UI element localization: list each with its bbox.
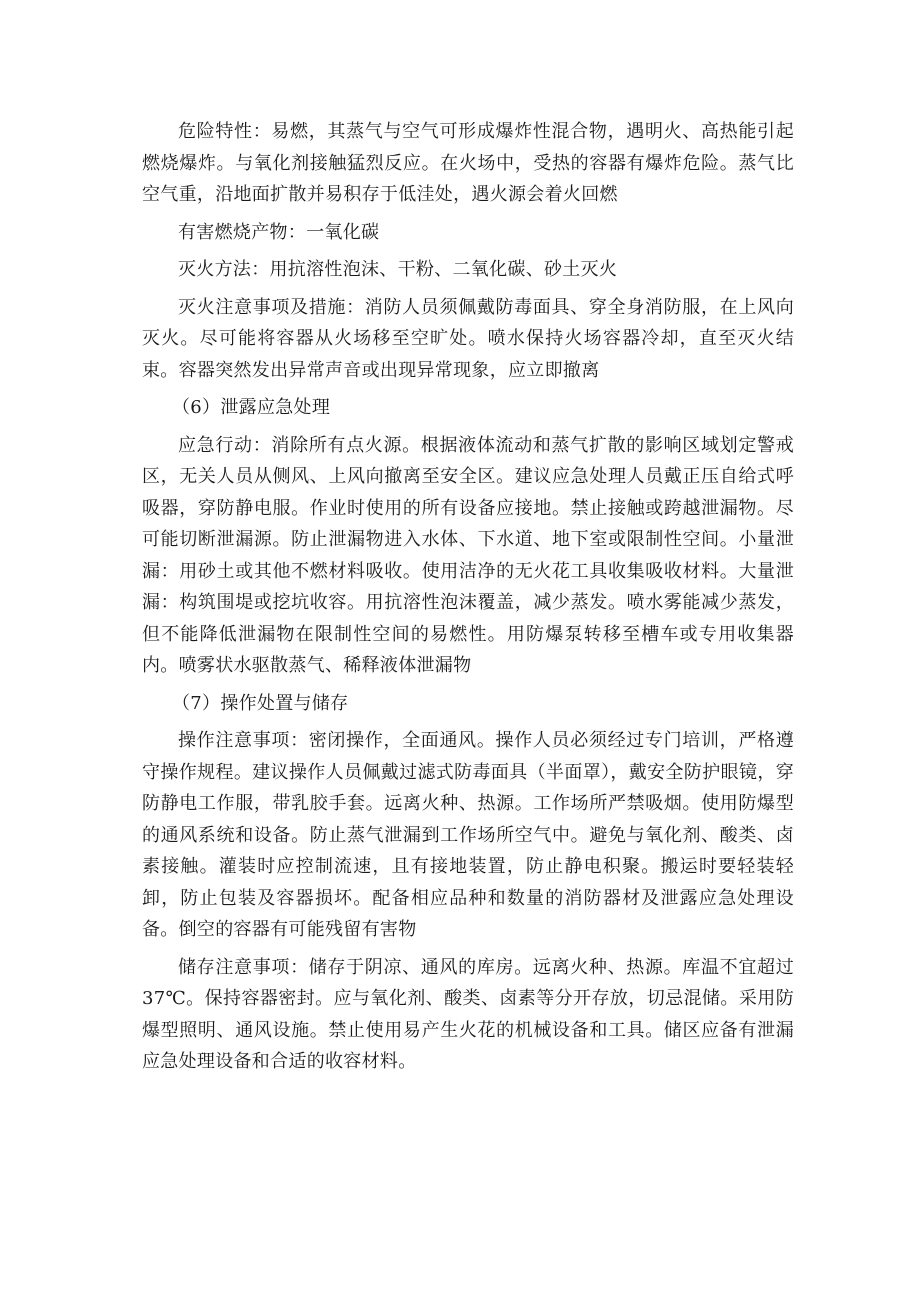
section-heading-handling-storage: （7）操作处置与储存	[172, 692, 349, 714]
document-body	[142, 116, 794, 1084]
paragraph-emergency-action: 应急行动：消除所有点火源。根据液体流动和蒸气扩散的影响区域划定警戒区，无关人员从侧风、上风向撤离至安全区。建议应急处理人员戴正压自给式呼吸器，穿防静电服。作业时使用的所有设备应接地。禁止接触或跨越泄漏物。尽可能切断泄漏源。防止泄漏物进入水体、下水道、地下室或限制性空间。小量泄漏：用砂土或其他不燃材料吸收。使用洁净的无火花工具收集吸收材料。大量泄漏：构筑围堤或挖坑收容。用抗溶性泡沫覆盖，减少蒸发。喷水雾能减少蒸发，但不能降低泄漏物在限制性空间的易燃性。用防爆泵转移至槽车或专用收集器内。喷雾状水驱散蒸气、稀释液体泄漏物	[142, 434, 794, 676]
paragraph-handling-precautions: 操作注意事项：密闭操作，全面通风。操作人员必须经过专门培训，严格遵守操作规程。建议操作人员佩戴过滤式防毒面具（半面罩），戴安全防护眼镜，穿防静电工作服，带乳胶手套。远离火种、热源。工作场所严禁吸烟。使用防爆型的通风系统和设备。防止蒸气泄漏到工作场所空气中。避免与氧化剂、酸类、卤素接触。灌装时应控制流速，且有接地装置，防止静电积聚。搬运时要轻装轻卸，防止包装及容器损坏。配备相应品种和数量的消防器材及泄露应急处理设备。倒空的容器有可能残留有害物	[142, 730, 794, 940]
paragraph-hazard-characteristics: 危险特性：易燃，其蒸气与空气可形成爆炸性混合物，遇明火、高热能引起燃烧爆炸。与氧化剂接触猛烈反应。在火场中，受热的容器有爆炸危险。蒸气比空气重，沿地面扩散并易积存于低洼处，遇火源会着火回燃	[142, 121, 794, 205]
paragraph-firefighting-precautions: 灭火注意事项及措施：消防人员须佩戴防毒面具、穿全身消防服，在上风向灭火。尽可能将容器从火场移至空旷处。喷水保持火场容器冷却，直至灭火结束。容器突然发出异常声音或出现异常现象，应立即撤离	[142, 296, 794, 381]
section-heading-leak-response: （6）泄露应急处理	[172, 397, 331, 418]
paragraph-storage-precautions: 储存注意事项：储存于阴凉、通风的库房。远离火种、热源。库温不宜超过 37℃。保持容器密封。应与氧化剂、酸类、卤素等分开存放，切忌混储。采用防爆型照明、通风设施。禁止使用易产生火花的机械设备和工具。储区应备有泄漏应急处理设备和合适的收容材料。	[142, 956, 794, 1072]
paragraph-combustion-products: 有害燃烧产物：一氧化碳	[178, 221, 380, 243]
paragraph-extinguishing-method: 灭火方法：用抗溶性泡沫、干粉、二氧化碳、砂土灭火	[178, 259, 618, 280]
